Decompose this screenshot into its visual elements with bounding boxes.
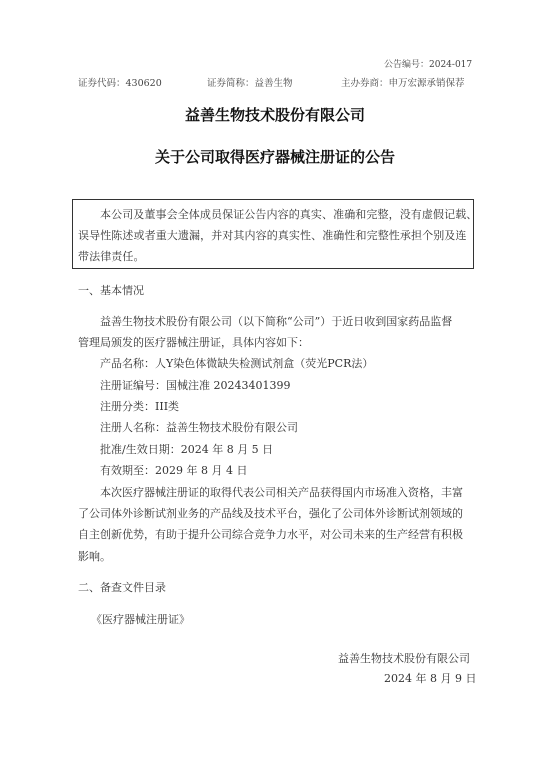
signature-date: 2024 年 8 月 9 日 [384, 672, 477, 685]
impact-line: 本次医疗器械注册证的取得代表公司相关产品获得国内市场准入资格，丰富 [100, 486, 463, 499]
disclaimer-line: 带法律责任。 [78, 250, 145, 263]
impact-line: 了公司体外诊断试剂业务的产品线及技术平台，强化了公司体外诊断试剂领域的 [78, 507, 463, 520]
section-heading-reference-docs: 二、备查文件目录 [78, 581, 166, 594]
signature-company: 益善生物技术股份有限公司 [338, 652, 470, 665]
detail-registrant: 注册人名称：益善生物技术股份有限公司 [100, 421, 298, 434]
disclaimer-line: 误导性陈述或者重大遗漏，并对其内容的真实性、准确性和完整性承担个别及连 [78, 229, 467, 242]
announcement-title: 关于公司取得医疗器械注册证的公告 [154, 148, 395, 166]
detail-approval-date: 批准/生效日期：2024 年 8 月 5 日 [100, 443, 274, 456]
company-title: 益善生物技术股份有限公司 [184, 106, 365, 124]
intro-line: 益善生物技术股份有限公司（以下简称“公司”）于近日收到国家药品监督 [100, 315, 453, 328]
intro-line: 管理局颁发的医疗器械注册证，具体内容如下： [78, 336, 309, 349]
stock-code: 证券代码：430620 [78, 78, 162, 89]
disclaimer-line: 本公司及董事会全体成员保证公告内容的真实、准确和完整，没有虚假记载、 [100, 208, 478, 221]
reference-document: 《医疗器械注册证》 [91, 613, 190, 626]
impact-line: 自主创新优势，有助于提升公司综合竞争力水平，对公司未来的生产经营有积极 [78, 528, 463, 541]
detail-registration-number: 注册证编号：国械注准 20243401399 [100, 379, 291, 392]
sponsor-broker: 主办券商：申万宏源承销保荐 [341, 78, 465, 89]
detail-product-name: 产品名称：人Y染色体微缺失检测试剂盒（荧光PCR法） [100, 357, 374, 370]
section-heading-basic-info: 一、基本情况 [78, 284, 144, 297]
detail-valid-until: 有效期至：2029 年 8 月 4 日 [100, 464, 248, 477]
announcement-number: 公告编号：2024-017 [384, 60, 473, 70]
impact-line: 影响。 [78, 550, 111, 563]
stock-abbreviation: 证券简称：益善生物 [207, 78, 293, 89]
detail-registration-class: 注册分类：III类 [100, 400, 180, 413]
